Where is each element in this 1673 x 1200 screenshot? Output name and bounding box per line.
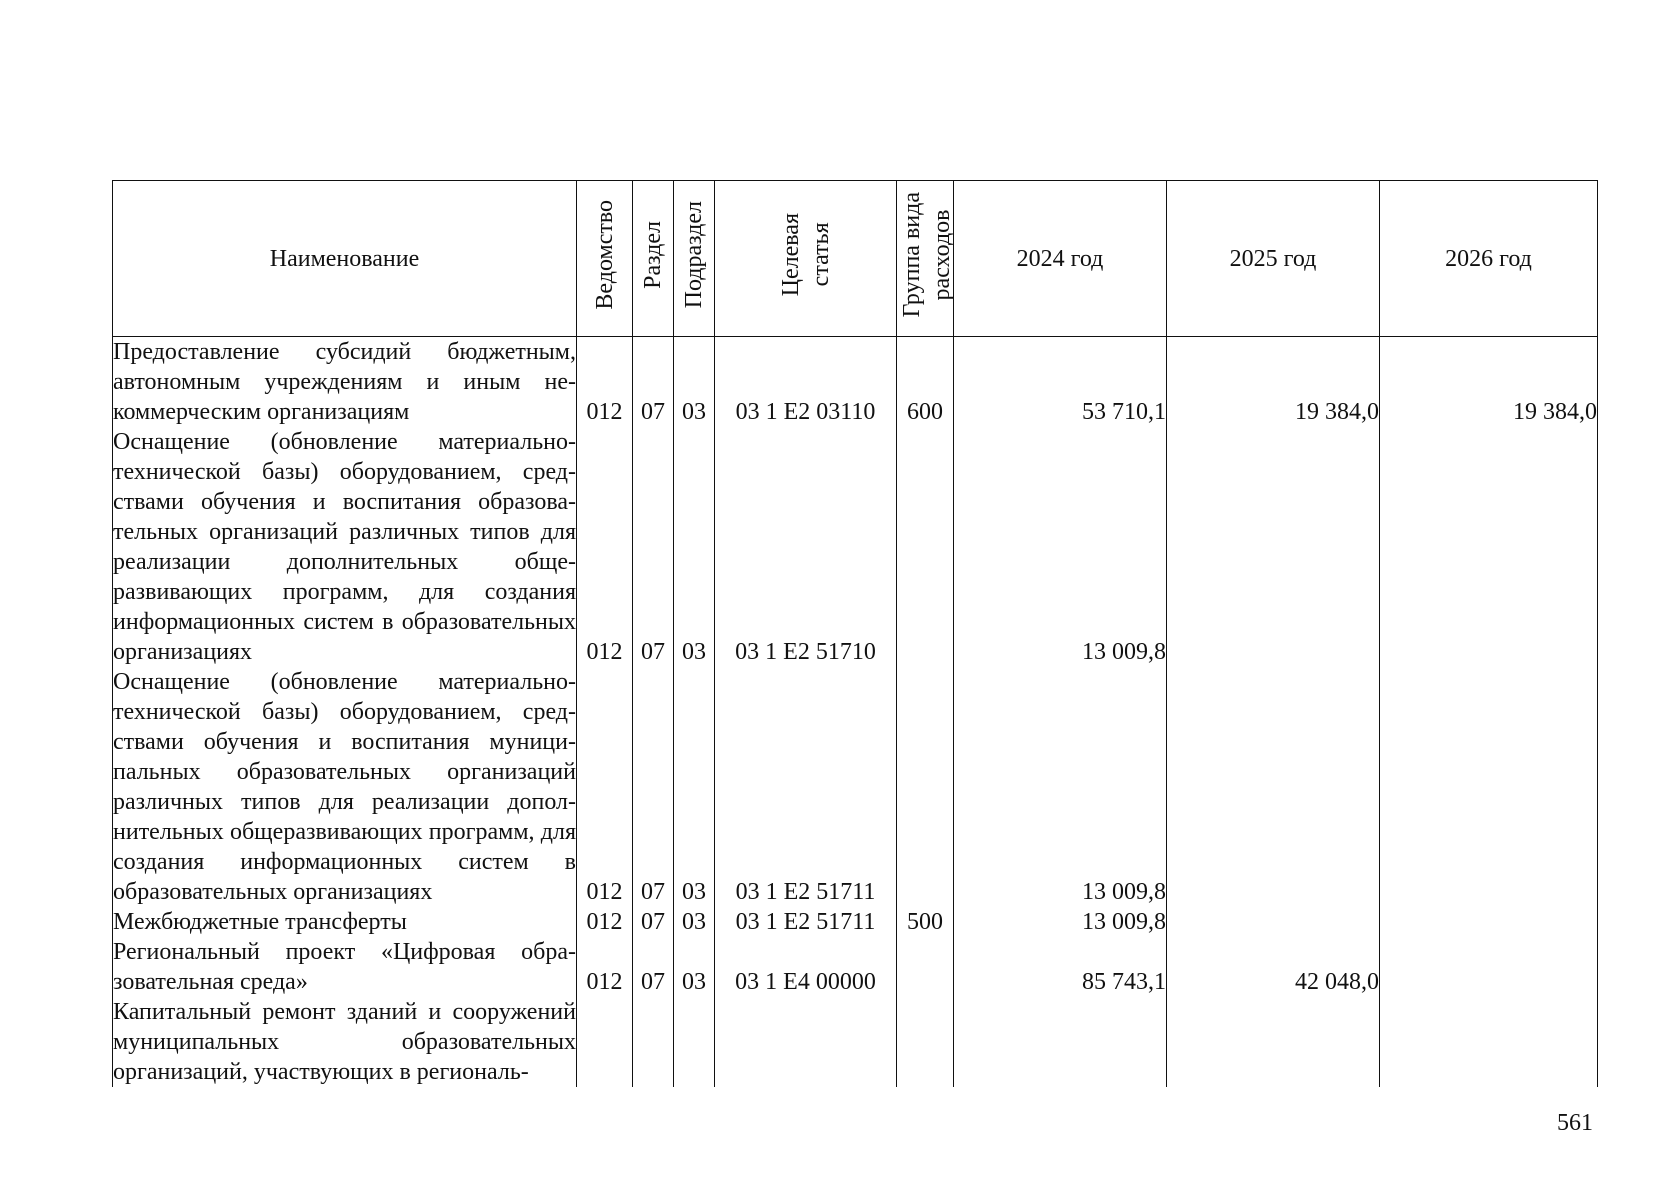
row-gruppa — [897, 667, 954, 907]
row-empty-cell — [954, 997, 1167, 1087]
row-podrazdel: 03 — [674, 427, 715, 667]
row-2025: 19 384,0 — [1167, 337, 1380, 428]
row-2026: 19 384,0 — [1380, 337, 1598, 428]
row-empty-cell — [897, 997, 954, 1087]
row-tselevaya: 03 1 E4 00000 — [715, 937, 897, 997]
row-gruppa — [897, 937, 954, 997]
header-podrazdel: Подраздел — [674, 181, 715, 337]
row-2026 — [1380, 907, 1598, 937]
row-razdel: 07 — [633, 667, 674, 907]
header-razdel: Раздел — [633, 181, 674, 337]
row-razdel: 07 — [633, 337, 674, 428]
row-2025: 42 048,0 — [1167, 937, 1380, 997]
row-gruppa: 500 — [897, 907, 954, 937]
row-2026 — [1380, 427, 1598, 667]
table-row — [113, 907, 1598, 937]
row-gruppa — [897, 427, 954, 667]
row-podrazdel: 03 — [674, 337, 715, 428]
table-row — [113, 667, 1598, 907]
table-row-continued — [113, 997, 1598, 1087]
row-name: Межбюджетные трансферты — [113, 907, 577, 937]
row-name: Оснащение (обновление материально-технической базы) оборудованием, средствами обучения и воспитания образовательных организаций различных типов для реализации дополнительных общеразвивающих программ, для создания информационных систем в образовательных организациях — [113, 429, 576, 665]
row-2024: 85 743,1 — [954, 937, 1167, 997]
row-podrazdel: 03 — [674, 937, 715, 997]
header-name: Наименование — [113, 181, 577, 337]
row-gruppa: 600 — [897, 337, 954, 428]
row-razdel: 07 — [633, 937, 674, 997]
table-row — [113, 427, 1598, 667]
row-podrazdel: 03 — [674, 667, 715, 907]
row-2025 — [1167, 667, 1380, 907]
row-2025 — [1167, 427, 1380, 667]
header-tselevaya-statya: Целевая статья — [715, 181, 897, 337]
header-vedomstvo: Ведомство — [577, 181, 633, 337]
header-2024: 2024 год — [954, 181, 1167, 337]
row-2024: 13 009,8 — [954, 907, 1167, 937]
row-2024: 13 009,8 — [954, 427, 1167, 667]
row-empty-cell — [633, 997, 674, 1087]
table-header-row — [113, 181, 1598, 337]
row-2026 — [1380, 667, 1598, 907]
row-name: Оснащение (обновление материально-технической базы) оборудованием, средствами обучения и воспитания муниципальных образовательных организаций различных типов для реализации дополнительных общеразвивающих программ, для создания информационных систем в образовательных организациях — [113, 669, 576, 905]
row-razdel: 07 — [633, 907, 674, 937]
row-empty-cell — [674, 997, 715, 1087]
row-name: Капитальный ремонт зданий и сооружений муниципальных образовательных организаций, участвующих в региональ- — [113, 999, 576, 1085]
row-vedomstvo: 012 — [577, 337, 633, 428]
row-vedomstvo: 012 — [577, 907, 633, 937]
row-2025 — [1167, 907, 1380, 937]
header-2026: 2026 год — [1380, 181, 1598, 337]
row-name: Региональный проект «Цифровая образовательная среда» — [113, 939, 576, 995]
table-row — [113, 937, 1598, 997]
row-vedomstvo: 012 — [577, 427, 633, 667]
row-2024: 53 710,1 — [954, 337, 1167, 428]
row-razdel: 07 — [633, 427, 674, 667]
row-empty-cell — [715, 997, 897, 1087]
header-gruppa-vida-rashodov: Группа вида расходов — [897, 181, 954, 337]
header-2025: 2025 год — [1167, 181, 1380, 337]
row-name: Предоставление субсидий бюджетным, автономным учреждениям и иным некоммерческим организациям — [113, 337, 577, 428]
page-number: 561 — [1557, 1110, 1593, 1136]
row-podrazdel: 03 — [674, 907, 715, 937]
row-tselevaya: 03 1 E2 51711 — [715, 907, 897, 937]
row-empty-cell — [1167, 997, 1380, 1087]
row-2026 — [1380, 937, 1598, 997]
row-empty-cell — [1380, 997, 1598, 1087]
row-tselevaya: 03 1 E2 03110 — [715, 337, 897, 428]
row-2024: 13 009,8 — [954, 667, 1167, 907]
row-vedomstvo: 012 — [577, 937, 633, 997]
budget-table — [112, 180, 1598, 1087]
row-vedomstvo: 012 — [577, 667, 633, 907]
row-tselevaya: 03 1 E2 51711 — [715, 667, 897, 907]
row-empty-cell — [577, 997, 633, 1087]
row-tselevaya: 03 1 E2 51710 — [715, 427, 897, 667]
table-row — [113, 337, 1598, 428]
